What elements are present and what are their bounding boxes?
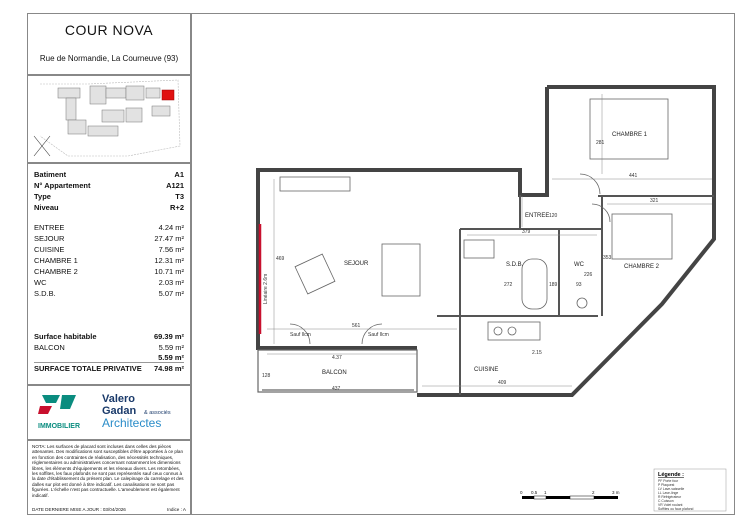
legend-item: Soffites ou faux plafond xyxy=(658,507,694,511)
dim-226: 226 xyxy=(584,272,593,278)
dim-93: 93 xyxy=(576,282,582,288)
room-label-sdb: S.D.B. xyxy=(506,262,524,268)
total-row: SURFACE TOTALE PRIVATIVE 74.98 m² xyxy=(34,364,184,373)
habitable-row: Surface habitable 69.39 m² xyxy=(34,332,184,341)
dim-120: 120 xyxy=(549,213,558,219)
dim-281: 281 xyxy=(596,140,605,146)
dim-128: 128 xyxy=(262,373,271,379)
room-label-wc: WC xyxy=(574,262,584,268)
project-header xyxy=(27,13,191,75)
legend-item: P Plaquest xyxy=(658,483,675,487)
room-label-chambre1: CHAMBRE 1 xyxy=(612,132,648,138)
project-address: Rue de Normandie, La Courneuve (93) xyxy=(39,54,179,63)
credit-agricole-logo xyxy=(38,395,80,430)
legend-item: LL Lave-linge xyxy=(658,491,679,495)
scale-label: 3 m xyxy=(612,490,620,495)
dim-561: 561 xyxy=(352,323,361,329)
dim-215: 2.15 xyxy=(532,350,542,356)
room-row: CHAMBRE 1 12.31 m² xyxy=(34,256,184,265)
apartment-location-marker xyxy=(162,90,174,100)
arch-line1: Valero xyxy=(102,393,136,405)
legend-title: Légende : xyxy=(658,472,684,478)
arch-line3: Architectes xyxy=(102,416,162,430)
legend-item: C Cuisson xyxy=(658,499,674,503)
dim-272: 272 xyxy=(504,282,513,288)
floor-plan xyxy=(191,13,735,515)
architect-logo xyxy=(102,393,171,430)
legend-item: R Réfrigérateur xyxy=(658,495,682,499)
legend xyxy=(654,469,726,511)
bank-name: IMMOBILIER xyxy=(38,423,80,430)
arch-amp: & associés xyxy=(144,410,171,416)
room-label-cuisine: CUISINE xyxy=(474,367,499,373)
room-row: S.D.B. 5.07 m² xyxy=(34,289,184,298)
room-row: ENTREE 4.24 m² xyxy=(34,223,184,232)
dim-441: 441 xyxy=(629,173,638,179)
dim-353: 353 xyxy=(603,255,612,261)
key-plan-drawing xyxy=(28,76,190,162)
logos xyxy=(27,385,191,440)
scale-bar xyxy=(520,490,620,499)
dim-379: 379 xyxy=(522,229,531,235)
scale-label: 2 xyxy=(592,490,595,495)
balcon-row: BALCON 5.59 m² xyxy=(34,343,184,352)
floor-plan-drawing xyxy=(192,14,734,514)
dim-409: 409 xyxy=(498,380,507,386)
dim-321: 321 xyxy=(650,198,659,204)
summary-row: Niveau R+2 xyxy=(34,203,184,212)
dim-437b: 437 xyxy=(332,386,341,392)
apartment-info xyxy=(27,163,191,385)
annex-row: 5.59 m² xyxy=(34,353,184,363)
room-label-sejour: SEJOUR xyxy=(344,261,369,267)
room-row: SEJOUR 27.47 m² xyxy=(34,234,184,243)
scale-label: 0.5 xyxy=(531,490,538,495)
dim-469: 469 xyxy=(276,256,285,262)
index-label: Indice : A xyxy=(167,506,186,512)
legend-item: PF Porte four xyxy=(658,479,679,483)
room-label-balcon: BALCON xyxy=(322,370,347,376)
room-row: CUISINE 7.56 m² xyxy=(34,245,184,254)
legend-item: VR Volet roulant xyxy=(658,503,683,507)
room-label-chambre2: CHAMBRE 2 xyxy=(624,264,660,270)
update-date: DATE DERNIERE MISE A JOUR : 03/04/2026 xyxy=(32,506,126,512)
label-sauf-1: Sauf Ilcm xyxy=(290,332,311,338)
notes xyxy=(27,440,191,515)
room-row: WC 2.03 m² xyxy=(34,278,184,287)
notes-text: NOTA: Les surfaces de placard sont incluses dans celles des pièces attenantes. Des modifications sont susceptibles d'être apportées à ce plan en fonction des contraintes de réalisation, des nécessités techniques, réglementaires ou administratives concernant notamment les dimensions libres, les éléments d'équipements et les réseaux divers. Les retombées, les soffites, les faux plafonds ne sont pas représentés sauf ceux connus à la date d'établissement du présent plan. Le calepinage du carrelage et des dalles sur plot est donné à titre indicatif. Les canalisations ne sont pas figurées. L'échelle n'est pas contractuelle. L'ameublement est également indicatif. xyxy=(32,444,184,498)
room-label-entree: ENTREE xyxy=(525,213,550,219)
dim-189: 189 xyxy=(549,282,558,288)
summary-row: Type T3 xyxy=(34,192,184,201)
scale-label: 1 xyxy=(544,490,547,495)
label-sauf-2: Sauf Ilcm xyxy=(368,332,389,338)
project-title: COUR NOVA xyxy=(64,22,154,38)
dim-437a: 4.37 xyxy=(332,355,342,361)
key-plan xyxy=(27,75,191,163)
scale-label: 0 xyxy=(520,490,523,495)
summary-row: Batiment A1 xyxy=(34,170,184,179)
legend-item: LV Lave-vaisselle xyxy=(658,487,685,491)
label-lineaire: Linéaire 2.6m xyxy=(263,273,269,304)
summary-row: N° Appartement A121 xyxy=(34,181,184,190)
arch-line2: Gadan xyxy=(102,405,137,417)
room-row: CHAMBRE 2 10.71 m² xyxy=(34,267,184,276)
